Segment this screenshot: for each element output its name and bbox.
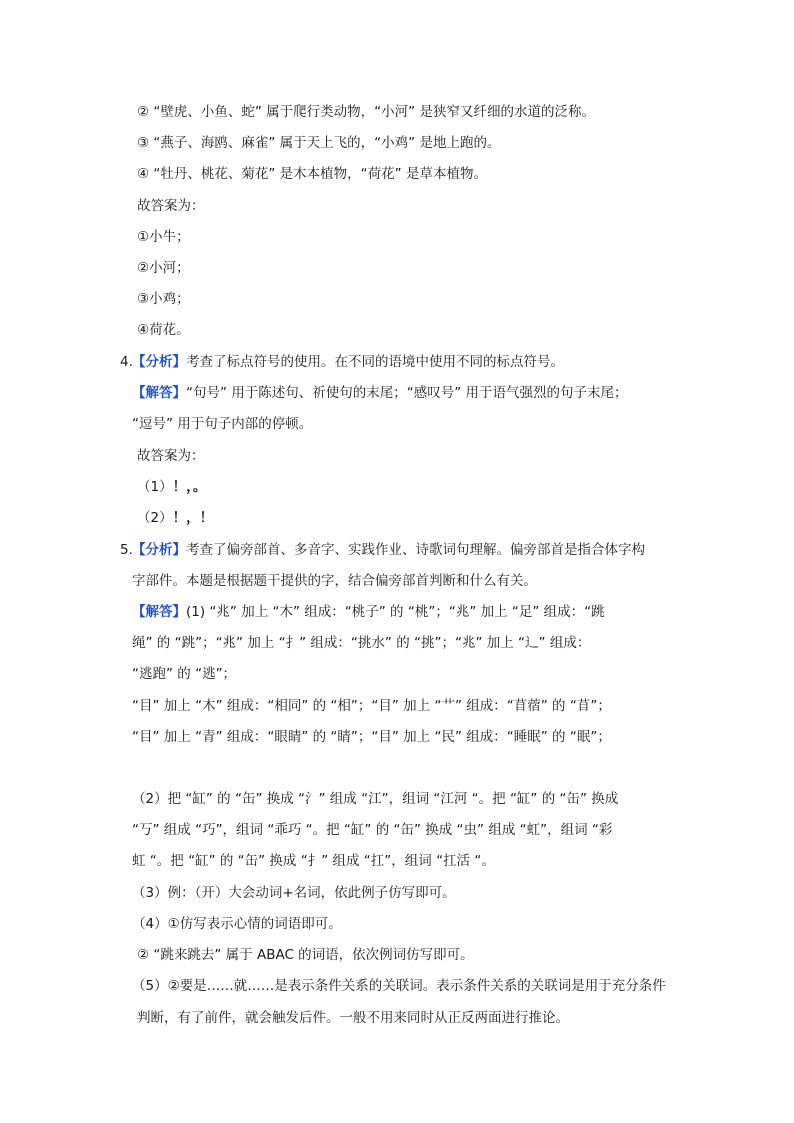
solution-tag: 【解答】 bbox=[132, 604, 186, 620]
q4-answer-2 bbox=[137, 509, 213, 527]
q4-answer-2-text: ！，！ bbox=[172, 510, 214, 526]
q5-part5-line-1: （5）②要是……就……是表示条件关系的关联词。表示条件关系的关联词是用于充分条件 bbox=[132, 978, 666, 994]
q4-answer-1-text: ！，。 bbox=[172, 479, 207, 495]
q5-part2-line-2: “丂” 组成 “巧”，组词 “乖巧 “。把 “缸” 的 “缶” 换成 “虫” 组成 “虹”，组词 “彩 bbox=[132, 822, 613, 838]
analysis-tag: 【分析】 bbox=[132, 354, 186, 370]
q5-solution-line-4: “目” 加上 “木” 组成：“相同” 的 “相”；“目” 加上 “艹” 组成：“苜蓿” 的 “苜”； bbox=[132, 698, 611, 714]
q4-solution-line-2: “逗号” 用于句子内部的停顿。 bbox=[132, 416, 313, 432]
question-number-5: 5. bbox=[120, 542, 133, 558]
q4-analysis-text: 考查了标点符号的使用。在不同的语境中使用不同的标点符号。 bbox=[186, 354, 564, 370]
q5-analysis-text-1: 考查了偏旁部首、多音字、实践作业、诗歌词句理解。偏旁部首是指合体字构 bbox=[186, 542, 645, 558]
answer-item-4: ④荷花。 bbox=[137, 322, 190, 338]
analysis-tag: 【分析】 bbox=[132, 542, 186, 558]
answer-item-3: ③小鸡； bbox=[137, 291, 190, 307]
answer-item-2: ②小河； bbox=[137, 260, 190, 276]
q4-answer-label: 故答案为： bbox=[137, 448, 205, 464]
q5-solution-line-1 bbox=[132, 603, 605, 621]
q5-analysis-line-2: 字部件。本题是根据题干提供的字，结合偏旁部首判断和什么有关。 bbox=[132, 573, 537, 589]
answer-line-3: ③ “燕子、海鸥、麻雀” 属于天上飞的，“小鸡” 是地上跑的。 bbox=[137, 135, 501, 151]
q5-part3-line: （3）例：（开）大会动词+名词，依此例子仿写即可。 bbox=[132, 885, 456, 901]
q5-part2-line-3: 虹 “。把 “缸” 的 “缶” 换成 “扌” 组成 “扛”，组词 “扛活 “。 bbox=[132, 853, 495, 869]
q5-solution-line-5: “目” 加上 “青” 组成：“眼睛” 的 “睛”；“目” 加上 “民” 组成：“睡眠” 的 “眠”； bbox=[132, 729, 611, 745]
q5-solution-line-3: “逃跑” 的 “逃”； bbox=[132, 666, 237, 682]
q5-analysis-line-1 bbox=[132, 541, 645, 559]
answer-line-4: ④ “牡丹、桃花、菊花” 是木本植物，“荷花” 是草本植物。 bbox=[137, 166, 487, 182]
answer-item-1: ①小牛； bbox=[137, 229, 190, 245]
q4-answer-2-number: （2） bbox=[137, 510, 173, 526]
q4-analysis-line bbox=[132, 353, 564, 371]
q4-solution-line-1 bbox=[132, 384, 628, 402]
question-number-4: 4. bbox=[120, 354, 133, 370]
q5-part2-line-1: （2）把 “缸” 的 “缶” 换成 “氵” 组成 “江”，组词 “江河 “。把 “缸” 的 “缶” 换成 bbox=[132, 791, 619, 807]
answer-label: 故答案为： bbox=[137, 198, 205, 214]
q5-part4-line-1: （4）①仿写表示心情的词语即可。 bbox=[132, 916, 342, 932]
answer-line-2: ② “壁虎、小鱼、蛇” 属于爬行类动物，“小河” 是狭窄又纤细的水道的泛称。 bbox=[137, 104, 595, 120]
q4-solution-text-1: “句号” 用于陈述句、祈使句的末尾；“感叹号” 用于语气强烈的句子末尾； bbox=[186, 385, 628, 401]
q5-part4-line-2: ② “跳来跳去” 属于 ABAC 的词语，依次例词仿写即可。 bbox=[137, 947, 474, 963]
q4-answer-1-number: （1） bbox=[137, 479, 173, 495]
q5-part5-line-2: 判断，有了前件，就会触发后件。一般不用来同时从正反两面进行推论。 bbox=[137, 1010, 569, 1026]
solution-tag: 【解答】 bbox=[132, 385, 186, 401]
q5-solution-text-1: (1) “兆” 加上 “木” 组成：“桃子” 的 “桃”；“兆” 加上 “足” 组成：“跳 bbox=[186, 604, 605, 620]
q4-answer-1 bbox=[137, 478, 206, 496]
q5-solution-line-2: 绳” 的 “跳”；“兆” 加上 “扌” 组成：“挑水” 的 “挑”；“兆” 加上 “辶” 组成： bbox=[132, 635, 591, 651]
